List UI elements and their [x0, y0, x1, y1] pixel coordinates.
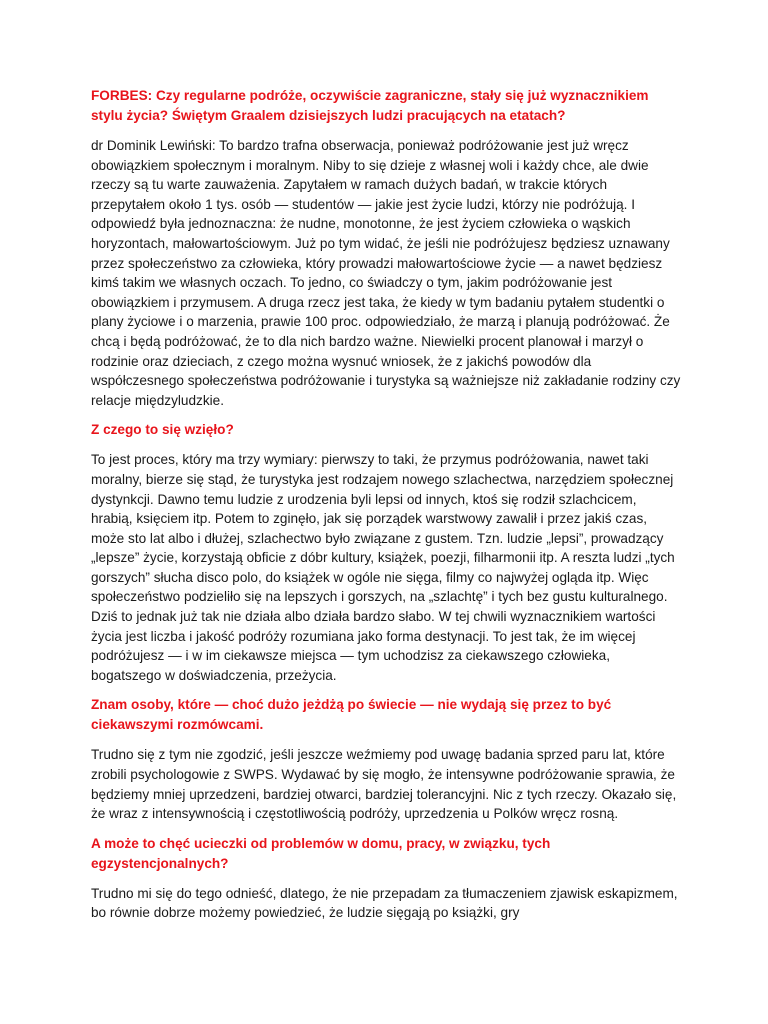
interview-answer-3: Trudno się z tym nie zgodzić, jeśli jeszcze weźmiemy pod uwagę badania sprzed paru lat, które zrobili psychologowie z SWPS. Wydawać by się mogło, że intensywne podróżowanie sprawia, że będziemy mniej uprzedzeni, bardziej otwarci, bardziej tolerancyjni. Nic z tych rzeczy. Okazało się, że wraz z intensywnością i częstotliwością podróży, uprzedzenia u Polków wręcz rosną.: [91, 747, 677, 822]
interview-question-4: A może to chęć ucieczki od problemów w domu, pracy, w związku, tych egzystencjonalnych?: [91, 835, 551, 871]
interview-answer-1: dr Dominik Lewiński: To bardzo trafna obserwacja, ponieważ podróżowanie jest już wręcz obowiązkiem społecznym i moralnym. Niby to się dzieje z własnej woli i każdy chce, ale dwie rzeczy są tu warte zauważenia. Zapytałem w ramach dużych badań, w trakcie których przepytałem około 1 tys. osób — studentów — jakie jest życie ludzi, którzy nie podróżują. I odpowiedź była jednoznaczna: że nudne, monotonne, że jest życiem człowieka o wąskich horyzontach, małowartościowym. Już po tym widać, że jeśli nie podróżujesz będziesz uznawany przez społeczeństwo za człowieka, który prowadzi małowartościowe życie — a nawet będziesz kimś takim we własnych oczach. To jedno, co świadczy o tym, jakim podróżowanie jest obowiązkiem i przymusem. A druga rzecz jest taka, że kiedy w tym badaniu pytałem studentki o plany życiowe i o marzenia, prawie 100 proc. odpowiedziało, że marzą i planują podróżować. Że chcą i będą podróżować, że to dla nich bardzo ważne. Niewielki procent planował i marzył o rodzinie oraz dzieciach, z czego można wysnuć wniosek, że z jakichś powodów dla współczesnego społeczeństwa podróżowanie i turystyka są ważniejsze niż zakładanie rodziny czy relacje międzyludzkie.: [91, 138, 681, 408]
article-page: [91, 86, 681, 933]
interview-question-1: FORBES: Czy regularne podróże, oczywiście zagraniczne, stały się już wyznacznikiem stylu życia? Świętym Graalem dzisiejszych ludzi pracujących na etatach?: [91, 88, 649, 123]
interview-question-3: Znam osoby, które — choć dużo jeżdżą po świecie — nie wydają się przez to być ciekawszymi rozmówcami.: [91, 697, 612, 733]
interview-answer-2: To jest proces, który ma trzy wymiary: pierwszy to taki, że przymus podróżowania, nawet taki moralny, bierze się stąd, że turystyka jest rodzajem nowego szlachectwa, narzędziem społecznej dystynkcji. Dawno temu ludzie z urodzenia byli lepsi od innych, ktoś się rodził szlachcicem, hrabią, księciem itp. Potem to zginęło, jak się porządek warstwowy zawalił i przez jakiś czas, może sto lat albo i dłużej, szlachectwo było związane z gustem. Tzn. ludzie „lepsi”, prowadzący „lepsze” życie, korzystają obficie z dóbr kultury, książek, poezji, filharmonii itp. A reszta ludzi „tych gorszych” słucha disco polo, do książek w ogóle nie sięga, filmy co najwyżej ogląda itp. Więc społeczeństwo podzieliło się na lepszych i gorszych, na „szlachtę” i tych bez gustu kulturalnego. Dziś to jednak już tak nie działa albo działa bardzo słabo. W tej chwili wyznacznikiem wartości życia jest liczba i jakość podróży rozumiana jako forma destynacji. To jest tak, że im więcej podróżujesz — i w im ciekawsze miejsca — tym uchodzisz za ciekawszego człowieka, bogatszego w doświadczenia, przeżycia.: [91, 452, 675, 683]
interview-question-2: Z czego to się wzięło?: [91, 422, 234, 438]
interview-answer-4: Trudno mi się do tego odnieść, dlatego, że nie przepadam za tłumaczeniem zjawisk eskapizmem, bo równie dobrze możemy powiedzieć, że ludzie sięgają po książki, gry: [91, 885, 678, 921]
